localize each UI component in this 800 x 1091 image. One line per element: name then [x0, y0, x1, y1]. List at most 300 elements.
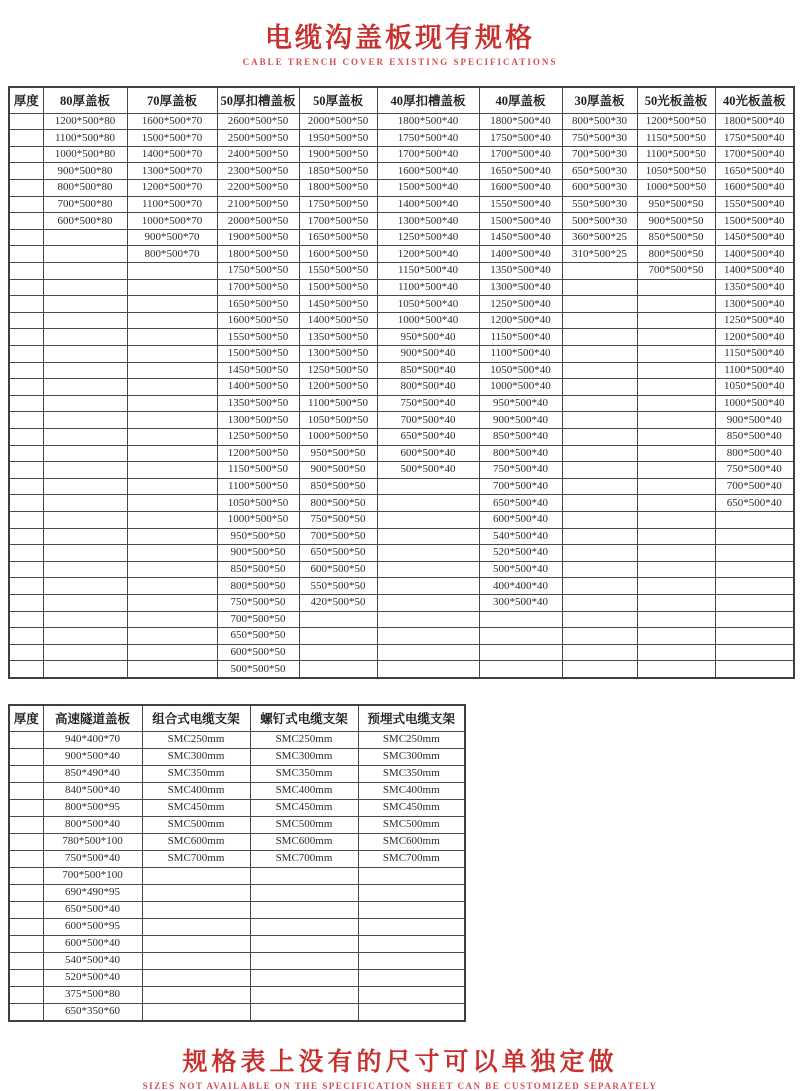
spec-cell: 2000*500*50: [299, 113, 377, 130]
spec-cell: [637, 312, 715, 329]
spec-cell: [250, 884, 358, 901]
spec-cell: [250, 986, 358, 1003]
spec-cell: [9, 901, 43, 918]
spec-cell: [9, 561, 43, 578]
table-row: [9, 346, 794, 363]
table-row: [9, 867, 465, 884]
spec-cell: [127, 462, 217, 479]
spec-cell: [377, 511, 479, 528]
spec-cell: [9, 1003, 43, 1021]
spec-cell: 300*500*40: [479, 594, 562, 611]
table-row: [9, 935, 465, 952]
table-row: [9, 799, 465, 816]
spec-cell: [562, 545, 637, 562]
spec-cell: 900*500*50: [637, 213, 715, 230]
table-row: [9, 146, 794, 163]
spec-cell: 1150*500*50: [217, 462, 299, 479]
spec-cell: [637, 644, 715, 661]
spec-cell: [9, 731, 43, 748]
spec-cell: 1150*500*40: [479, 329, 562, 346]
spec-cell: 900*500*40: [715, 412, 794, 429]
spec-cell: 2600*500*50: [217, 113, 299, 130]
table-row: [9, 628, 794, 645]
spec-cell: [562, 445, 637, 462]
spec-cell: [715, 578, 794, 595]
spec-cell: [9, 279, 43, 296]
spec-cell: [299, 611, 377, 628]
spec-cell: [715, 644, 794, 661]
page-title: 电缆沟盖板现有规格: [265, 23, 535, 53]
spec-cell: SMC700mm: [142, 850, 250, 867]
table-row: [9, 594, 794, 611]
spec-cell: [377, 611, 479, 628]
spec-cell: [43, 346, 127, 363]
spec-cell: 1300*500*40: [479, 279, 562, 296]
table-row: [9, 362, 794, 379]
spec-cell: 500*500*50: [217, 661, 299, 678]
spec-cell: 1400*500*40: [377, 196, 479, 213]
spec-cell: [637, 661, 715, 678]
spec-cell: 1300*500*40: [715, 296, 794, 313]
spec-cell: [377, 495, 479, 512]
spec-cell: [9, 935, 43, 952]
bracket-spec-table: [8, 704, 466, 1022]
spec-cell: [43, 561, 127, 578]
spec-cell: 1350*500*40: [479, 263, 562, 280]
spec-cell: [127, 511, 217, 528]
spec-cell: [43, 511, 127, 528]
spec-cell: [637, 628, 715, 645]
spec-cell: [9, 952, 43, 969]
table-row: [9, 329, 794, 346]
spec-cell: [127, 379, 217, 396]
spec-cell: 700*500*40: [377, 412, 479, 429]
spec-cell: [377, 644, 479, 661]
spec-cell: [142, 867, 250, 884]
spec-cell: [358, 901, 465, 918]
spec-cell: [127, 478, 217, 495]
spec-cell: [377, 545, 479, 562]
spec-cell: [43, 379, 127, 396]
spec-cell: 1050*500*50: [299, 412, 377, 429]
spec-cell: 2500*500*50: [217, 130, 299, 147]
spec-cell: 1900*500*50: [299, 146, 377, 163]
spec-cell: [637, 346, 715, 363]
spec-cell: 520*500*40: [43, 969, 142, 986]
spec-cell: [358, 969, 465, 986]
column-header: 50厚扣槽盖板: [217, 87, 299, 114]
column-header: 50光板盖板: [637, 87, 715, 114]
spec-cell: 1100*500*80: [43, 130, 127, 147]
spec-cell: [637, 329, 715, 346]
column-header: 70厚盖板: [127, 87, 217, 114]
spec-cell: 1550*500*50: [299, 263, 377, 280]
spec-cell: [43, 445, 127, 462]
spec-cell: 600*500*40: [377, 445, 479, 462]
spec-cell: [637, 495, 715, 512]
spec-cell: 650*500*40: [715, 495, 794, 512]
column-header: 30厚盖板: [562, 87, 637, 114]
spec-cell: 800*500*40: [715, 445, 794, 462]
spec-cell: [43, 229, 127, 246]
spec-cell: [43, 329, 127, 346]
spec-cell: [637, 379, 715, 396]
spec-cell: [9, 884, 43, 901]
spec-cell: 750*500*50: [217, 594, 299, 611]
spec-cell: 600*500*40: [479, 511, 562, 528]
spec-cell: 650*500*50: [217, 628, 299, 645]
spec-cell: 850*490*40: [43, 765, 142, 782]
column-header: 厚度: [9, 87, 43, 114]
spec-cell: 700*500*40: [715, 478, 794, 495]
spec-cell: 1600*500*40: [479, 180, 562, 197]
table-row: [9, 113, 794, 130]
spec-cell: 600*500*40: [43, 935, 142, 952]
spec-cell: 750*500*40: [377, 395, 479, 412]
spec-cell: [9, 263, 43, 280]
spec-cell: [43, 478, 127, 495]
spec-cell: [9, 163, 43, 180]
spec-cell: [637, 462, 715, 479]
spec-cell: 1600*500*40: [715, 180, 794, 197]
spec-cell: 1650*500*40: [715, 163, 794, 180]
spec-cell: [9, 146, 43, 163]
spec-cell: [127, 495, 217, 512]
spec-cell: SMC450mm: [142, 799, 250, 816]
spec-cell: [9, 545, 43, 562]
spec-cell: 1800*500*40: [377, 113, 479, 130]
table-row: [9, 196, 794, 213]
spec-cell: 650*350*60: [43, 1003, 142, 1021]
table-row: [9, 611, 794, 628]
spec-cell: 2200*500*50: [217, 180, 299, 197]
spec-cell: SMC500mm: [250, 816, 358, 833]
spec-cell: 850*500*50: [637, 229, 715, 246]
spec-cell: [377, 628, 479, 645]
spec-cell: 700*500*50: [299, 528, 377, 545]
spec-cell: 950*500*40: [377, 329, 479, 346]
spec-cell: [142, 884, 250, 901]
table-row: [9, 511, 794, 528]
spec-cell: 1200*500*70: [127, 180, 217, 197]
spec-cell: 1100*500*70: [127, 196, 217, 213]
spec-cell: 1000*500*40: [479, 379, 562, 396]
spec-cell: 1450*500*40: [479, 229, 562, 246]
spec-cell: 690*490*95: [43, 884, 142, 901]
spec-cell: SMC600mm: [358, 833, 465, 850]
table-row: [9, 1003, 465, 1021]
spec-cell: 1150*500*40: [715, 346, 794, 363]
table-row: [9, 279, 794, 296]
spec-cell: [127, 329, 217, 346]
spec-cell: 1000*500*70: [127, 213, 217, 230]
spec-cell: 1050*500*50: [217, 495, 299, 512]
spec-cell: [250, 901, 358, 918]
spec-cell: 1250*500*40: [479, 296, 562, 313]
spec-cell: SMC450mm: [358, 799, 465, 816]
spec-cell: 400*400*40: [479, 578, 562, 595]
spec-cell: 1700*500*40: [479, 146, 562, 163]
spec-cell: [358, 918, 465, 935]
spec-cell: [562, 528, 637, 545]
spec-cell: [637, 412, 715, 429]
spec-cell: [9, 180, 43, 197]
table-row: [9, 748, 465, 765]
spec-cell: 1000*500*50: [637, 180, 715, 197]
table-row: [9, 180, 794, 197]
spec-cell: [9, 867, 43, 884]
footer-note: 规格表上没有的尺寸可以单独定做: [182, 1048, 618, 1076]
spec-cell: [9, 578, 43, 595]
spec-cell: [637, 279, 715, 296]
table-row: [9, 782, 465, 799]
spec-cell: [562, 661, 637, 678]
spec-cell: [299, 661, 377, 678]
spec-cell: [637, 578, 715, 595]
spec-cell: [9, 594, 43, 611]
spec-cell: [562, 362, 637, 379]
table-row: [9, 901, 465, 918]
spec-cell: 800*500*80: [43, 180, 127, 197]
spec-cell: 1250*500*50: [299, 362, 377, 379]
spec-cell: SMC400mm: [142, 782, 250, 799]
spec-cell: [377, 561, 479, 578]
spec-cell: [637, 428, 715, 445]
spec-cell: 800*500*95: [43, 799, 142, 816]
spec-cell: [377, 478, 479, 495]
spec-cell: 520*500*40: [479, 545, 562, 562]
spec-cell: 1450*500*50: [217, 362, 299, 379]
spec-cell: 900*500*50: [299, 462, 377, 479]
table-row: [9, 969, 465, 986]
spec-cell: [142, 969, 250, 986]
table-row: [9, 296, 794, 313]
spec-cell: 1450*500*40: [715, 229, 794, 246]
column-header: 螺钉式电缆支架: [250, 705, 358, 732]
spec-cell: [127, 561, 217, 578]
table-row: [9, 833, 465, 850]
spec-cell: [562, 346, 637, 363]
spec-cell: SMC250mm: [358, 731, 465, 748]
spec-cell: 1350*500*50: [299, 329, 377, 346]
spec-cell: 850*500*50: [217, 561, 299, 578]
spec-cell: [715, 628, 794, 645]
spec-cell: SMC500mm: [358, 816, 465, 833]
spec-cell: 900*500*50: [217, 545, 299, 562]
column-header: 预埋式电缆支架: [358, 705, 465, 732]
spec-cell: [127, 611, 217, 628]
spec-cell: 1300*500*70: [127, 163, 217, 180]
table-row: [9, 661, 794, 678]
cover-spec-body: [9, 113, 794, 678]
spec-cell: [715, 511, 794, 528]
spec-cell: 1600*500*40: [377, 163, 479, 180]
spec-cell: [562, 462, 637, 479]
footer-note-en: SIZES NOT AVAILABLE ON THE SPECIFICATION SHEET CAN BE CUSTOMIZED SEPARATELY: [142, 1080, 658, 1091]
spec-cell: [479, 628, 562, 645]
spec-cell: 1900*500*50: [217, 229, 299, 246]
spec-cell: [637, 478, 715, 495]
spec-cell: 1650*500*50: [299, 229, 377, 246]
table-row: [9, 918, 465, 935]
spec-cell: [9, 213, 43, 230]
spec-cell: [9, 329, 43, 346]
spec-cell: [637, 362, 715, 379]
spec-cell: [9, 412, 43, 429]
spec-cell: SMC300mm: [358, 748, 465, 765]
spec-cell: 360*500*25: [562, 229, 637, 246]
spec-cell: [715, 545, 794, 562]
spec-cell: 1350*500*40: [715, 279, 794, 296]
spec-cell: 2300*500*50: [217, 163, 299, 180]
spec-cell: 1600*500*50: [299, 246, 377, 263]
spec-cell: 1750*500*40: [715, 130, 794, 147]
spec-cell: 800*500*40: [43, 816, 142, 833]
spec-cell: 1500*500*50: [217, 346, 299, 363]
table-row: [9, 163, 794, 180]
spec-cell: 500*500*40: [479, 561, 562, 578]
document-footer: [0, 1042, 800, 1091]
spec-cell: 1050*500*50: [637, 163, 715, 180]
spec-cell: SMC300mm: [142, 748, 250, 765]
spec-cell: [9, 229, 43, 246]
table-row: [9, 263, 794, 280]
spec-cell: 900*500*40: [479, 412, 562, 429]
spec-cell: [127, 644, 217, 661]
spec-cell: 2400*500*50: [217, 146, 299, 163]
spec-cell: 750*500*40: [479, 462, 562, 479]
spec-cell: [43, 545, 127, 562]
column-header: 高速隧道盖板: [43, 705, 142, 732]
spec-cell: SMC300mm: [250, 748, 358, 765]
spec-cell: SMC350mm: [358, 765, 465, 782]
spec-cell: [43, 312, 127, 329]
spec-cell: [562, 478, 637, 495]
spec-cell: [127, 578, 217, 595]
spec-cell: [562, 628, 637, 645]
spec-cell: [142, 918, 250, 935]
spec-cell: [715, 594, 794, 611]
spec-cell: [127, 661, 217, 678]
spec-cell: [9, 765, 43, 782]
spec-cell: [358, 884, 465, 901]
table-row: [9, 884, 465, 901]
spec-cell: 1400*500*40: [715, 263, 794, 280]
spec-cell: 1100*500*40: [479, 346, 562, 363]
spec-cell: [250, 969, 358, 986]
spec-cell: [358, 986, 465, 1003]
spec-cell: 1150*500*50: [637, 130, 715, 147]
table-row: [9, 478, 794, 495]
spec-cell: [9, 346, 43, 363]
spec-cell: 950*500*40: [479, 395, 562, 412]
spec-cell: [43, 246, 127, 263]
spec-cell: 900*500*80: [43, 163, 127, 180]
spec-cell: [9, 511, 43, 528]
spec-cell: 550*500*50: [299, 578, 377, 595]
table-row: [9, 644, 794, 661]
spec-cell: 1100*500*50: [299, 395, 377, 412]
spec-cell: 1750*500*40: [377, 130, 479, 147]
table-row: [9, 379, 794, 396]
spec-cell: [377, 578, 479, 595]
spec-cell: [127, 362, 217, 379]
spec-cell: 1800*500*50: [217, 246, 299, 263]
spec-cell: [479, 611, 562, 628]
spec-cell: 600*500*50: [217, 644, 299, 661]
spec-cell: [43, 594, 127, 611]
spec-cell: 700*500*80: [43, 196, 127, 213]
spec-cell: 1800*500*50: [299, 180, 377, 197]
spec-cell: 1750*500*50: [217, 263, 299, 280]
spec-cell: 940*400*70: [43, 731, 142, 748]
spec-cell: 900*500*40: [43, 748, 142, 765]
document-header: [0, 24, 800, 67]
spec-cell: 500*500*30: [562, 213, 637, 230]
spec-cell: 1500*500*70: [127, 130, 217, 147]
spec-cell: [43, 644, 127, 661]
spec-cell: 900*500*70: [127, 229, 217, 246]
spec-cell: [637, 545, 715, 562]
spec-cell: [715, 561, 794, 578]
spec-cell: 800*500*50: [217, 578, 299, 595]
spec-cell: 500*500*40: [377, 462, 479, 479]
spec-cell: 2100*500*50: [217, 196, 299, 213]
spec-cell: [43, 495, 127, 512]
bracket-spec-header-row: [9, 705, 465, 732]
spec-cell: [43, 395, 127, 412]
spec-cell: 1500*500*40: [479, 213, 562, 230]
spec-cell: SMC700mm: [250, 850, 358, 867]
spec-cell: [9, 748, 43, 765]
spec-cell: 1300*500*40: [377, 213, 479, 230]
table-row: [9, 428, 794, 445]
spec-cell: [377, 594, 479, 611]
spec-cell: 550*500*30: [562, 196, 637, 213]
spec-cell: 2000*500*50: [217, 213, 299, 230]
spec-cell: [9, 816, 43, 833]
spec-cell: 750*500*30: [562, 130, 637, 147]
spec-cell: [9, 445, 43, 462]
spec-cell: [562, 561, 637, 578]
spec-cell: 1300*500*50: [217, 412, 299, 429]
table-row: [9, 462, 794, 479]
spec-cell: [43, 263, 127, 280]
spec-cell: 1000*500*40: [715, 395, 794, 412]
spec-cell: 1700*500*40: [377, 146, 479, 163]
spec-cell: 1100*500*40: [715, 362, 794, 379]
spec-cell: [43, 628, 127, 645]
table-row: [9, 578, 794, 595]
column-header: 40厚盖板: [479, 87, 562, 114]
spec-cell: 1400*500*50: [217, 379, 299, 396]
spec-cell: [9, 246, 43, 263]
spec-cell: 950*500*50: [299, 445, 377, 462]
table-row: [9, 229, 794, 246]
spec-cell: [127, 445, 217, 462]
spec-cell: [9, 986, 43, 1003]
spec-cell: 600*500*50: [299, 561, 377, 578]
spec-cell: [9, 833, 43, 850]
spec-cell: 800*500*70: [127, 246, 217, 263]
spec-cell: [562, 511, 637, 528]
spec-cell: [43, 296, 127, 313]
spec-cell: [715, 661, 794, 678]
spec-cell: 1300*500*50: [299, 346, 377, 363]
spec-cell: 840*500*40: [43, 782, 142, 799]
spec-cell: SMC500mm: [142, 816, 250, 833]
spec-cell: [562, 594, 637, 611]
